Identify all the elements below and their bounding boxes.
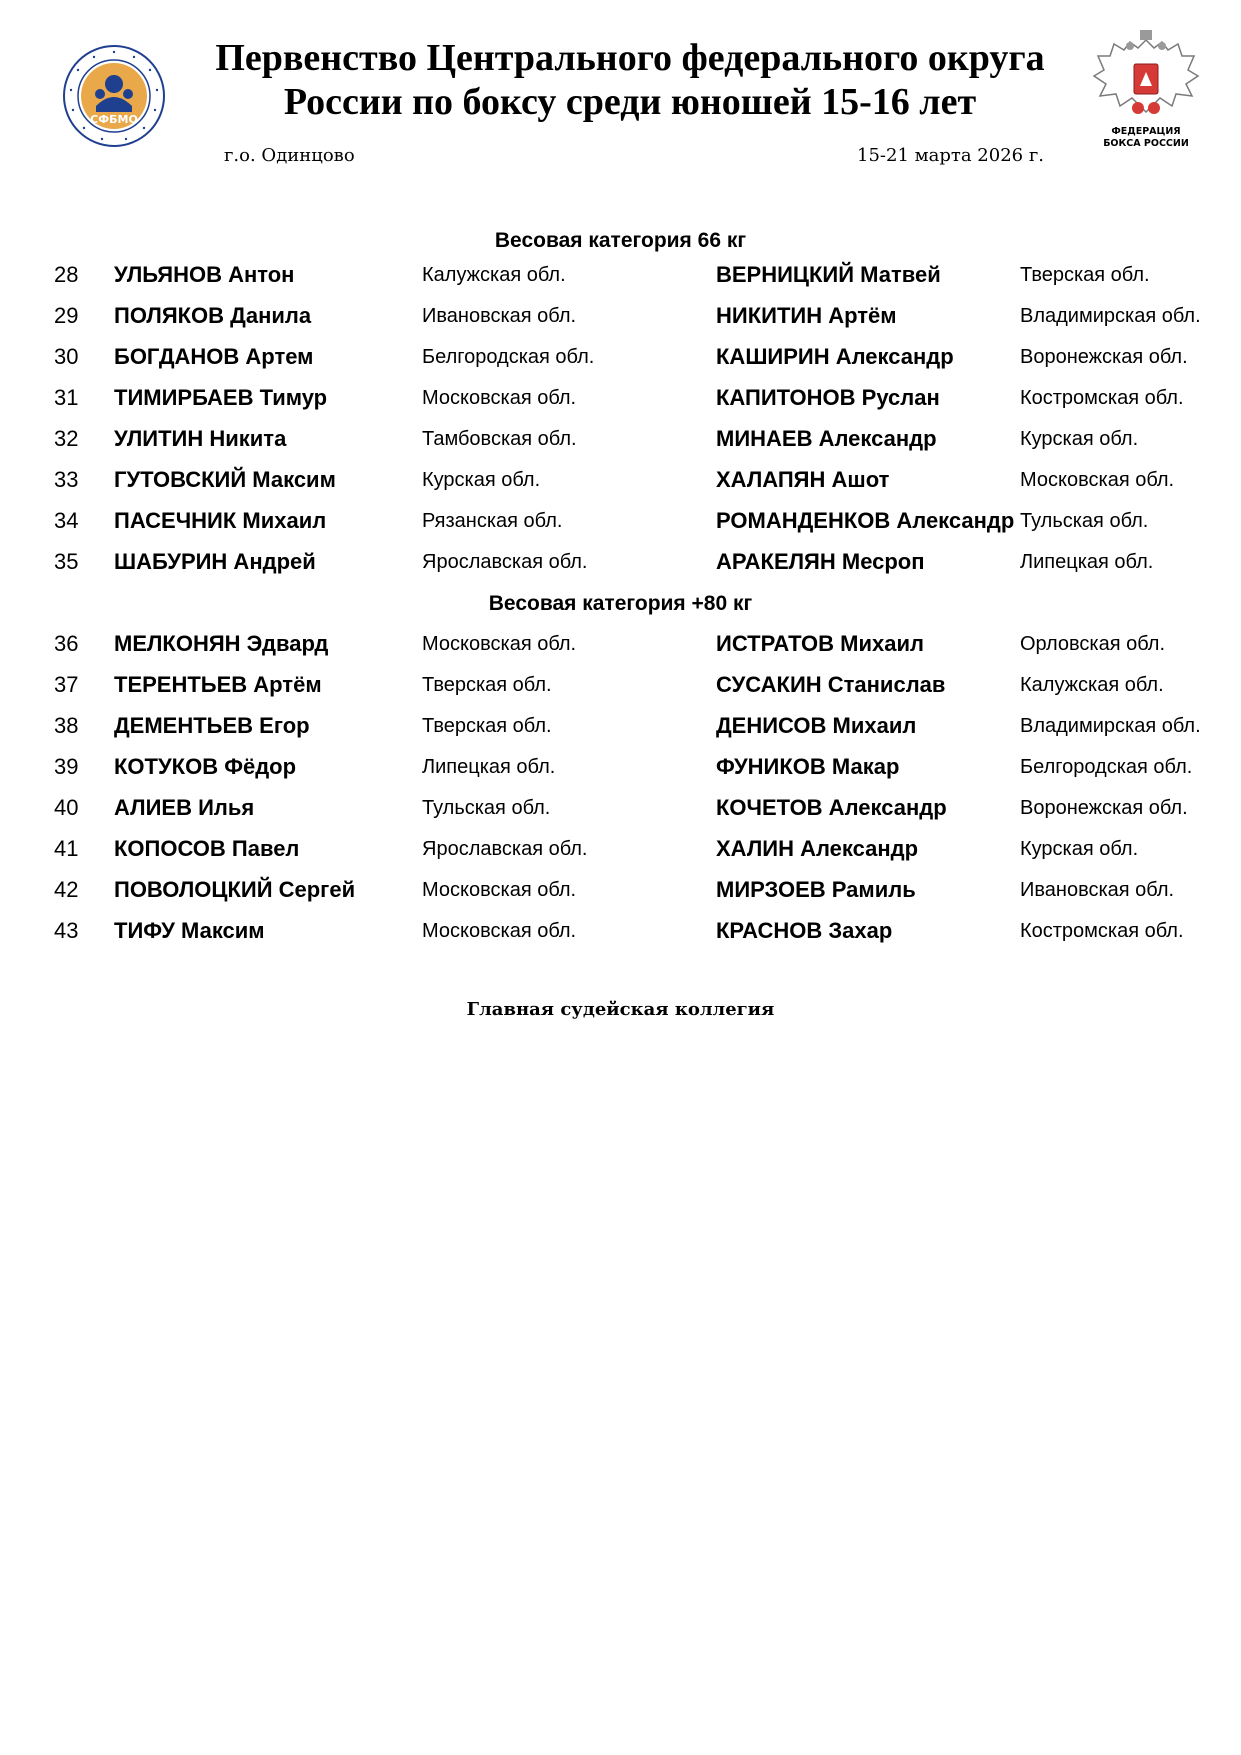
boxer-1-name: ТИМИРБАЕВ Тимур xyxy=(114,385,328,410)
boxer-1-name: ПОВОЛОЦКИЙ Сергей xyxy=(114,877,356,902)
svg-text:СФБМО: СФБМО xyxy=(90,113,138,126)
bout-number: 31 xyxy=(54,385,79,410)
judges-panel-signature: Главная судейская коллегия xyxy=(466,999,775,1020)
boxer-2-region: Калужская обл. xyxy=(1020,674,1164,696)
boxer-2-region: Тульская обл. xyxy=(1020,510,1149,532)
bout-row xyxy=(0,831,1241,867)
boxer-1-name: МЕЛКОНЯН Эдвард xyxy=(114,631,329,656)
bout-row xyxy=(0,257,1241,293)
boxer-2-name: МИНАЕВ Александр xyxy=(716,426,937,451)
boxer-1-name: АЛИЕВ Илья xyxy=(114,795,255,820)
bout-number: 35 xyxy=(54,549,79,574)
bout-number: 38 xyxy=(54,713,79,738)
boxer-1-region: Тульская обл. xyxy=(422,797,551,819)
boxer-1-region: Рязанская обл. xyxy=(422,510,563,532)
boxer-2-name: ФУНИКОВ Макар xyxy=(716,754,900,779)
bout-number: 32 xyxy=(54,426,79,451)
boxer-2-name: КАПИТОНОВ Руслан xyxy=(716,385,940,410)
boxer-1-region: Московская обл. xyxy=(422,879,577,901)
boxer-2-name: ИСТРАТОВ Михаил xyxy=(716,631,924,656)
boxer-1-region: Калужская обл. xyxy=(422,264,566,286)
boxer-1-region: Липецкая обл. xyxy=(422,756,556,778)
bout-number: 42 xyxy=(54,877,79,902)
boxer-2-name: РОМАНДЕНКОВ Александр xyxy=(716,508,1015,533)
boxer-1-name: УЛЬЯНОВ Антон xyxy=(114,262,295,287)
bout-row xyxy=(0,544,1241,580)
boxer-1-region: Тверская обл. xyxy=(422,715,552,737)
boxer-2-region: Липецкая обл. xyxy=(1020,551,1154,573)
federation-name-line1: ФЕДЕРАЦИЯ xyxy=(1111,126,1181,137)
bout-row xyxy=(0,421,1241,457)
boxer-2-region: Московская обл. xyxy=(1020,469,1175,491)
bout-row xyxy=(0,667,1241,703)
boxer-1-name: КОПОСОВ Павел xyxy=(114,836,300,861)
bout-number: 33 xyxy=(54,467,79,492)
boxer-1-region: Ярославская обл. xyxy=(422,551,588,573)
boxer-1-region: Курская обл. xyxy=(422,469,541,491)
bout-row xyxy=(0,749,1241,785)
bout-row xyxy=(0,708,1241,744)
boxer-1-region: Тверская обл. xyxy=(422,674,552,696)
bout-row xyxy=(0,872,1241,908)
bout-row xyxy=(0,298,1241,334)
bout-number: 29 xyxy=(54,303,79,328)
boxer-2-name: ХАЛАПЯН Ашот xyxy=(716,467,890,492)
boxer-1-name: УЛИТИН Никита xyxy=(114,426,287,451)
boxer-2-name: АРАКЕЛЯН Месроп xyxy=(716,549,925,574)
bout-number: 28 xyxy=(54,262,79,287)
boxer-1-name: БОГДАНОВ Артем xyxy=(114,344,314,369)
weight-category-title: Весовая категория 66 кг xyxy=(494,229,747,252)
boxer-1-name: ТИФУ Максим xyxy=(114,918,265,943)
boxer-2-region: Воронежская обл. xyxy=(1020,797,1188,819)
bout-number: 40 xyxy=(54,795,79,820)
event-dates: 15-21 марта 2026 г. xyxy=(857,145,1044,166)
boxer-1-region: Тамбовская обл. xyxy=(422,428,577,450)
boxer-2-region: Тверская обл. xyxy=(1020,264,1150,286)
boxer-2-region: Орловская обл. xyxy=(1020,633,1166,655)
bout-number: 43 xyxy=(54,918,79,943)
boxer-2-name: КРАСНОВ Захар xyxy=(716,918,893,943)
bout-number: 36 xyxy=(54,631,79,656)
bout-row xyxy=(0,503,1241,539)
boxer-1-region: Московская обл. xyxy=(422,387,577,409)
boxer-2-region: Владимирская обл. xyxy=(1020,715,1201,737)
boxer-2-region: Костромская обл. xyxy=(1020,920,1184,942)
boxer-1-region: Ивановская обл. xyxy=(422,305,577,327)
boxer-2-region: Ивановская обл. xyxy=(1020,879,1175,901)
boxer-2-name: ДЕНИСОВ Михаил xyxy=(716,713,917,738)
boxer-1-region: Белгородская обл. xyxy=(422,346,595,368)
boxer-1-name: ТЕРЕНТЬЕВ Артём xyxy=(114,672,322,697)
bout-row xyxy=(0,913,1241,949)
bout-row xyxy=(0,339,1241,375)
bout-number: 37 xyxy=(54,672,79,697)
bout-number: 34 xyxy=(54,508,79,533)
weight-category-title: Весовая категория +80 кг xyxy=(488,592,753,615)
event-city: г.о. Одинцово xyxy=(224,145,355,166)
boxer-2-region: Костромская обл. xyxy=(1020,387,1184,409)
bout-number: 39 xyxy=(54,754,79,779)
boxer-1-region: Московская обл. xyxy=(422,633,577,655)
document-title xyxy=(150,36,1110,124)
boxer-2-name: КАШИРИН Александр xyxy=(716,344,954,369)
boxer-1-name: ГУТОВСКИЙ Максим xyxy=(114,467,336,492)
bout-number: 41 xyxy=(54,836,79,861)
boxer-1-region: Московская обл. xyxy=(422,920,577,942)
bout-row xyxy=(0,462,1241,498)
boxer-1-name: ДЕМЕНТЬЕВ Егор xyxy=(114,713,310,738)
bout-row xyxy=(0,790,1241,826)
boxer-1-name: ПОЛЯКОВ Данила xyxy=(114,303,312,328)
boxer-2-region: Владимирская обл. xyxy=(1020,305,1201,327)
bout-row xyxy=(0,380,1241,416)
boxer-2-name: НИКИТИН Артём xyxy=(716,303,897,328)
boxer-2-region: Воронежская обл. xyxy=(1020,346,1188,368)
title-line-2: России по боксу среди юношей 15-16 лет xyxy=(283,81,977,123)
boxer-2-region: Белгородская обл. xyxy=(1020,756,1193,778)
boxer-2-name: ВЕРНИЦКИЙ Матвей xyxy=(716,262,941,287)
boxer-1-name: ШАБУРИН Андрей xyxy=(114,549,316,574)
bout-number: 30 xyxy=(54,344,79,369)
bout-row xyxy=(0,626,1241,662)
boxer-1-region: Ярославская обл. xyxy=(422,838,588,860)
boxer-1-name: ПАСЕЧНИК Михаил xyxy=(114,508,327,533)
boxer-2-name: МИРЗОЕВ Рамиль xyxy=(716,877,916,902)
boxer-2-region: Курская обл. xyxy=(1020,428,1139,450)
title-line-1: Первенство Центрального федерального округа xyxy=(215,37,1045,79)
boxer-2-name: ХАЛИН Александр xyxy=(716,836,919,861)
federation-name-line2: БОКСА РОССИИ xyxy=(1103,138,1189,149)
boxer-2-name: СУСАКИН Станислав xyxy=(716,672,946,697)
boxer-1-name: КОТУКОВ Фёдор xyxy=(114,754,297,779)
boxer-2-region: Курская обл. xyxy=(1020,838,1139,860)
boxer-2-name: КОЧЕТОВ Александр xyxy=(716,795,947,820)
